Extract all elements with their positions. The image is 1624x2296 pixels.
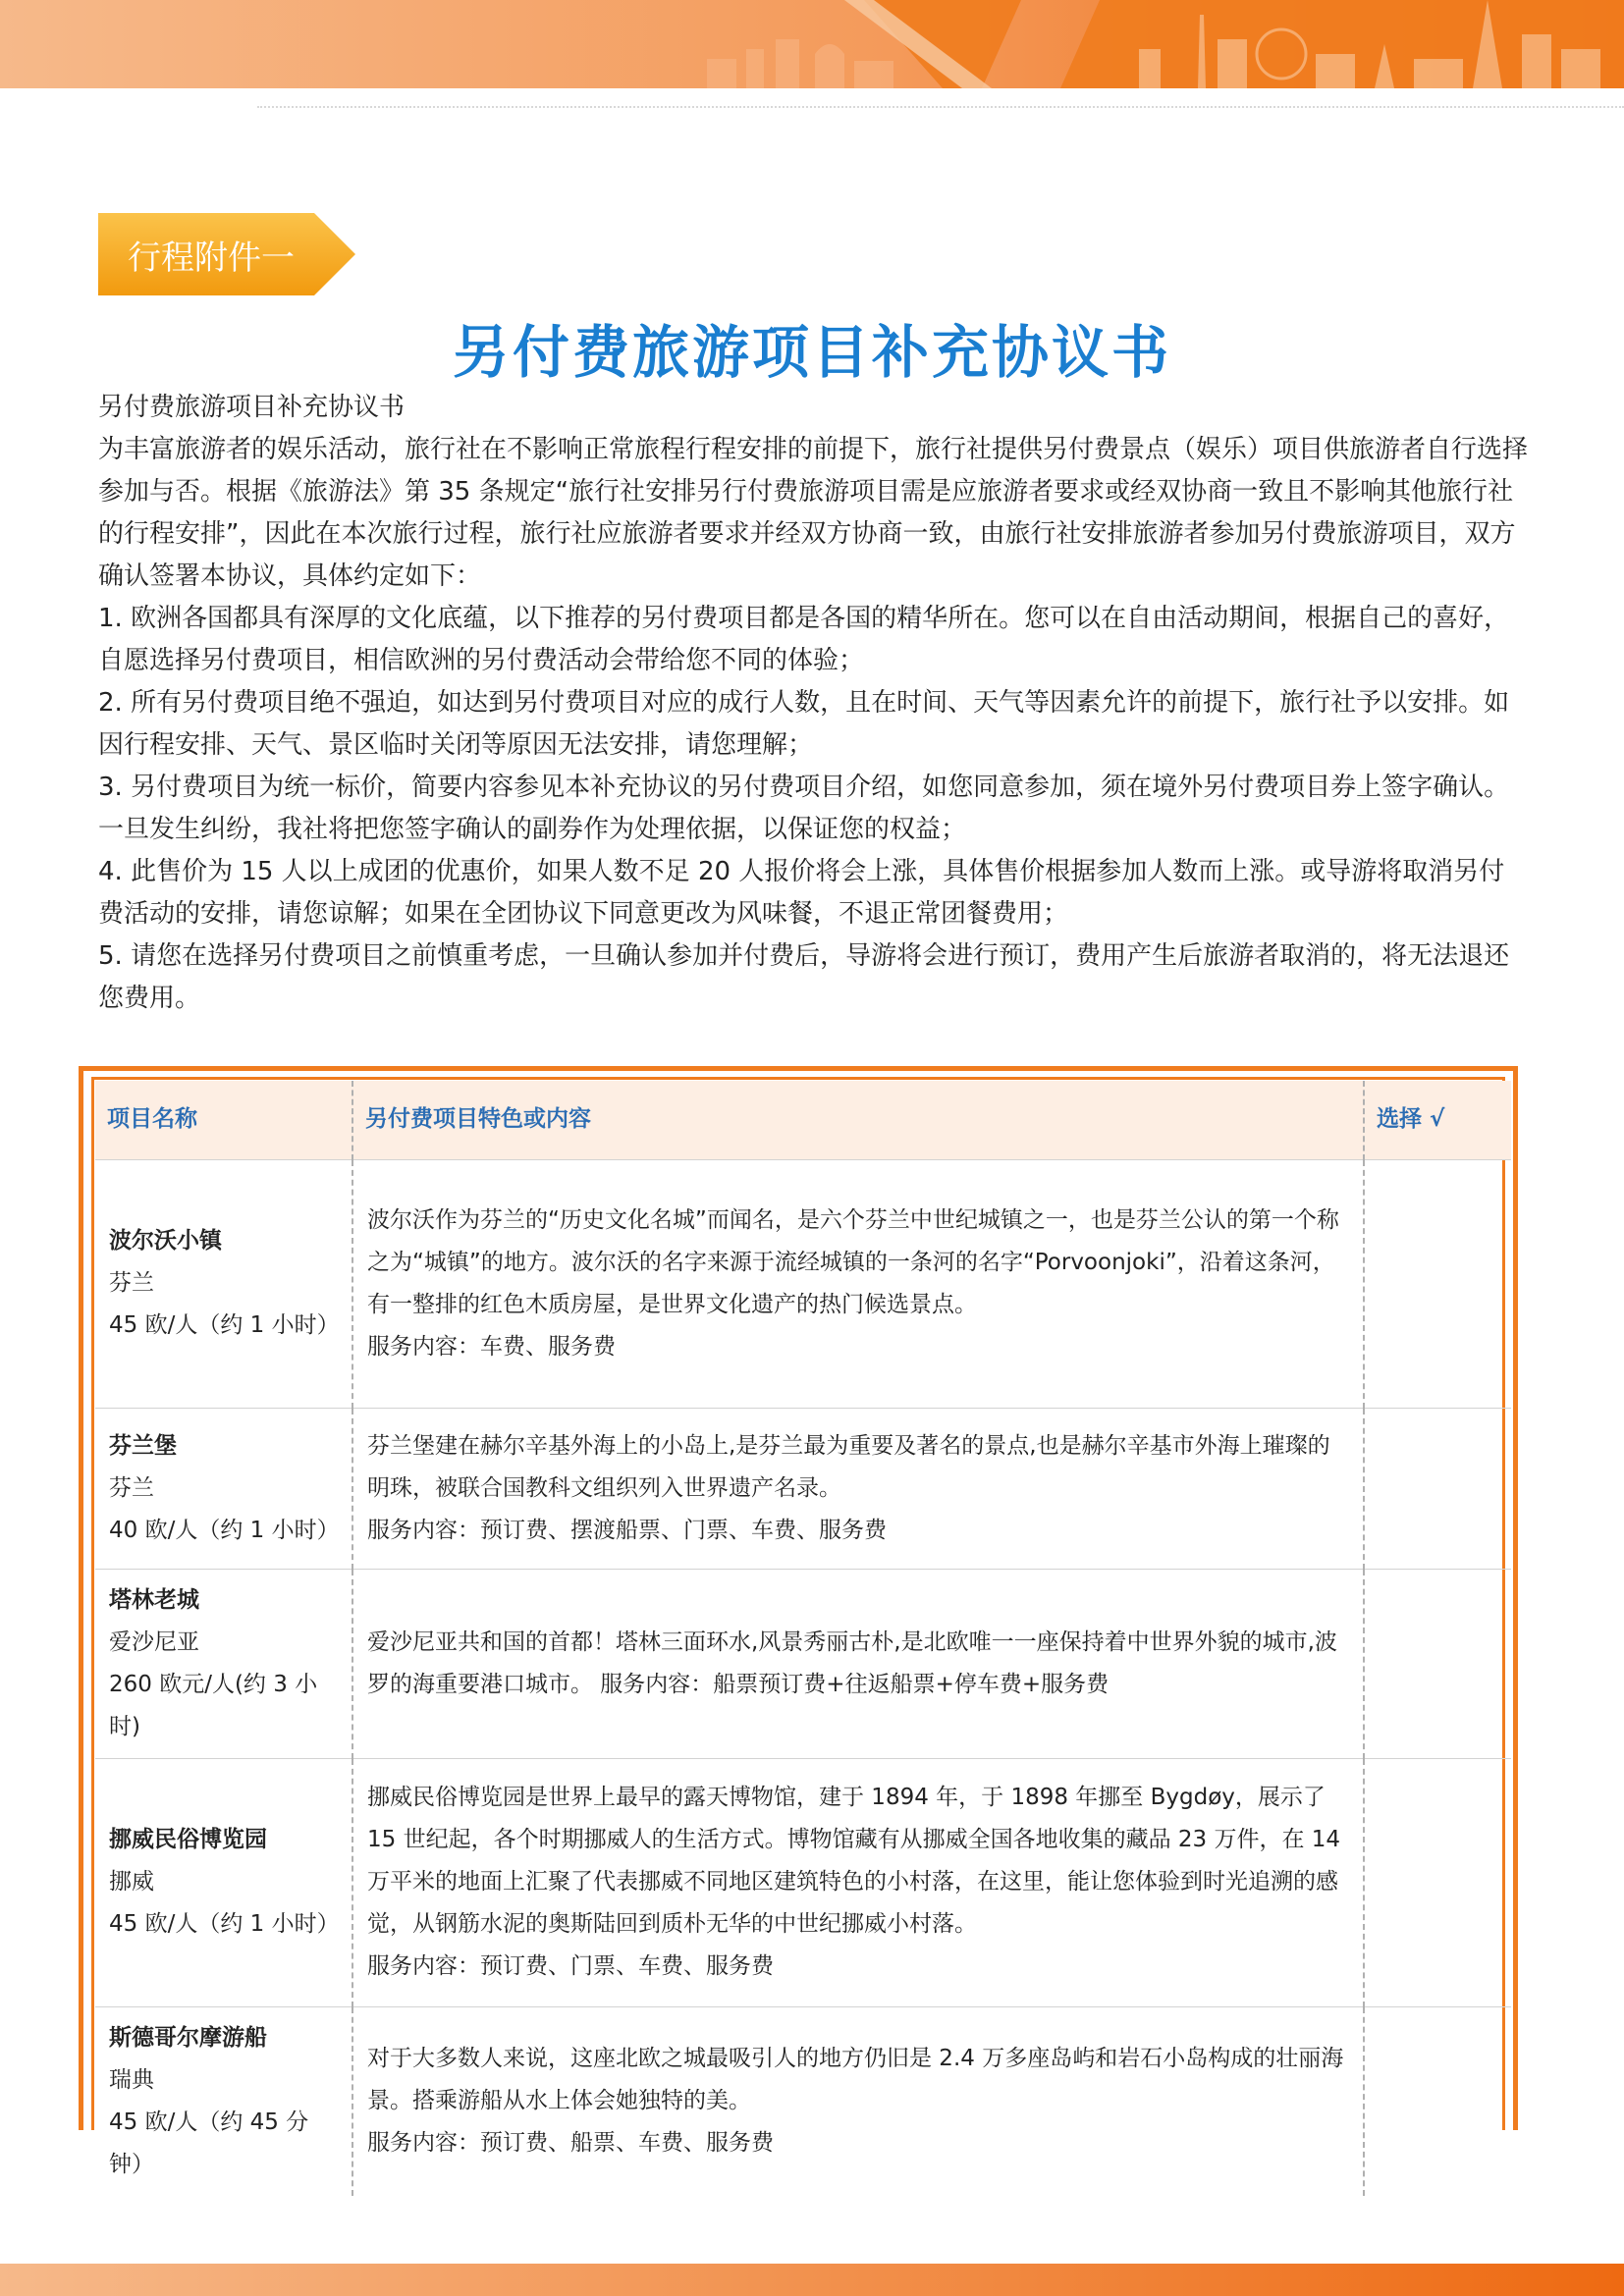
project-price: 45 欧/人（约 1 小时）: [109, 1911, 340, 1937]
project-description-cell: [352, 1408, 1364, 1569]
project-description: 波尔沃作为芬兰的“历史文化名城”而闻名，是六个芬兰中世纪城镇之一，也是芬兰公认的第一个称之为“城镇”的地方。波尔沃的名字来源于流经城镇的一条河的名字“Porvoonjoki”，沿着这条河，有一整排的红色木质房屋，是世界文化遗产的热门候选景点。: [367, 1206, 1339, 1317]
intro-item: 1. 欧洲各国都具有深厚的文化底蕴，以下推荐的另付费项目都是各国的精华所在。您可以在自由活动期间，根据自己的喜好，自愿选择另付费项目，相信欧洲的另付费活动会带给您不同的体验；: [98, 604, 1510, 675]
project-service: 服务内容：车费、服务费: [367, 1333, 616, 1360]
optional-items-table: [95, 1081, 1511, 2196]
project-service: 服务内容：预订费、门票、车费、服务费: [367, 1953, 774, 1979]
header-divider: [257, 106, 1624, 108]
project-cell: [95, 1408, 352, 1569]
project-cell: [95, 1758, 352, 2006]
top-banner: [0, 0, 1624, 88]
project-name: 斯德哥尔摩游船: [109, 2024, 267, 2051]
project-description-cell: [352, 2006, 1364, 2196]
project-name: 波尔沃小镇: [109, 1228, 222, 1254]
project-service: 服务内容：预订费、摆渡船票、门票、车费、服务费: [367, 1517, 887, 1543]
select-checkbox-cell[interactable]: [1364, 1569, 1511, 1758]
project-description: 爱沙尼亚共和国的首都！塔林三面环水,风景秀丽古朴,是北欧唯一一座保持着中世界外貌的城市,波罗的海重要港口城市。 服务内容：船票预订费+往返船票+停车费+服务费: [367, 1629, 1337, 1697]
table-row: [95, 2006, 1511, 2196]
project-price: 45 欧/人（约 1 小时）: [109, 1312, 340, 1338]
intro-item: 2. 所有另付费项目绝不强迫，如达到另付费项目对应的成行人数，且在时间、天气等因素允许的前提下，旅行社予以安排。如因行程安排、天气、景区临时关闭等原因无法安排，请您理解；: [98, 688, 1510, 760]
project-name: 挪威民俗博览园: [109, 1827, 267, 1852]
select-checkbox-cell[interactable]: [1364, 1758, 1511, 2006]
project-name: 芬兰堡: [109, 1432, 177, 1459]
project-country: 爱沙尼亚: [109, 1629, 199, 1655]
intro-item: 3. 另付费项目为统一标价，简要内容参见本补充协议的另付费项目介绍，如您同意参加，须在境外另付费项目券上签字确认。一旦发生纠纷，我社将把您签字确认的副券作为处理依据，以保证您的权益；: [98, 773, 1510, 844]
project-cell: [95, 1569, 352, 1758]
project-price: 260 欧元/人(约 3 小时): [109, 1671, 318, 1739]
project-description-cell: [352, 1159, 1364, 1408]
project-service: 服务内容：预订费、船票、车费、服务费: [367, 2130, 774, 2156]
page-title: 另付费旅游项目补充协议书: [452, 319, 1171, 386]
optional-items-table-frame: [79, 1066, 1518, 2177]
project-description: 芬兰堡建在赫尔辛基外海上的小岛上,是芬兰最为重要及著名的景点,也是赫尔辛基市外海上璀璨的明珠，被联合国教科文组织列入世界遗产名录。: [367, 1432, 1330, 1501]
intro-item: 4. 此售价为 15 人以上成团的优惠价，如果人数不足 20 人报价将会上涨，具体售价根据参加人数而上涨。或导游将取消另付费活动的安排，请您谅解；如果在全团协议下同意更改为风味餐，不退正常团餐费用；: [98, 857, 1505, 929]
project-cell: [95, 2006, 352, 2196]
table-row: [95, 1159, 1511, 1408]
intro-paragraph: 为丰富旅游者的娱乐活动，旅行社在不影响正常旅程行程安排的前提下，旅行社提供另付费景点（娱乐）项目供旅游者自行选择参加与否。根据《旅游法》第 35 条规定“旅行社安排另行付费旅游项目需是应旅游者要求或经双协商一致且不影响其他旅行社的行程安排”，因此在本次旅行过程，旅行社应旅游者要求并经双方协商一致，由旅行社安排旅游者参加另付费旅游项目，双方确认签署本协议，具体约定如下：: [98, 435, 1529, 591]
intro-subtitle: 另付费旅游项目补充协议书: [98, 393, 406, 422]
project-description: 挪威民俗博览园是世界上最早的露天博物馆，建于 1894 年，于 1898 年挪至 Bygdøy，展示了 15 世纪起，各个时期挪威人的生活方式。博物馆藏有从挪威全国各地收集的藏品 23 万件，在 14 万平米的地面上汇聚了代表挪威不同地区建筑特色的小村落，在这里，能让您体验到时光追溯的感觉，从钢筋水泥的奥斯陆回到质朴无华的中世纪挪威小村落。: [367, 1785, 1341, 1937]
intro-section: [98, 387, 1530, 1020]
table-row: [95, 1569, 1511, 1758]
table-row: [95, 1758, 1511, 2006]
project-description: 对于大多数人来说，这座北欧之城最吸引人的地方仍旧是 2.4 万多座岛屿和岩石小岛构成的壮丽海景。搭乘游船从水上体会她独特的美。: [367, 2046, 1344, 2113]
header-project-name: 项目名称: [107, 1106, 197, 1133]
select-checkbox-cell[interactable]: [1364, 1159, 1511, 1408]
project-country: 芬兰: [109, 1270, 154, 1296]
project-description-cell: [352, 1758, 1364, 2006]
project-price: 40 欧/人（约 1 小时）: [109, 1517, 340, 1543]
bottom-banner: [0, 2264, 1624, 2296]
project-country: 挪威: [109, 1869, 154, 1895]
header-select: 选择 √: [1364, 1081, 1511, 1159]
project-cell: [95, 1159, 352, 1408]
table-header-row: [95, 1081, 1511, 1159]
project-description-cell: [352, 1569, 1364, 1758]
table-row: [95, 1408, 1511, 1569]
project-country: 芬兰: [109, 1474, 154, 1501]
attachment-tag-label: 行程附件一: [128, 239, 295, 278]
select-checkbox-cell[interactable]: [1364, 1408, 1511, 1569]
project-country: 瑞典: [109, 2066, 154, 2093]
select-checkbox-cell[interactable]: [1364, 2006, 1511, 2196]
intro-item: 5. 请您在选择另付费项目之前慎重考虑，一旦确认参加并付费后，导游将会进行预订，费用产生后旅游者取消的，将无法退还您费用。: [98, 941, 1510, 1013]
project-name: 塔林老城: [109, 1586, 199, 1613]
project-price: 45 欧/人（约 45 分钟）: [109, 2109, 309, 2177]
header-features: 另付费项目特色或内容: [352, 1081, 1364, 1159]
